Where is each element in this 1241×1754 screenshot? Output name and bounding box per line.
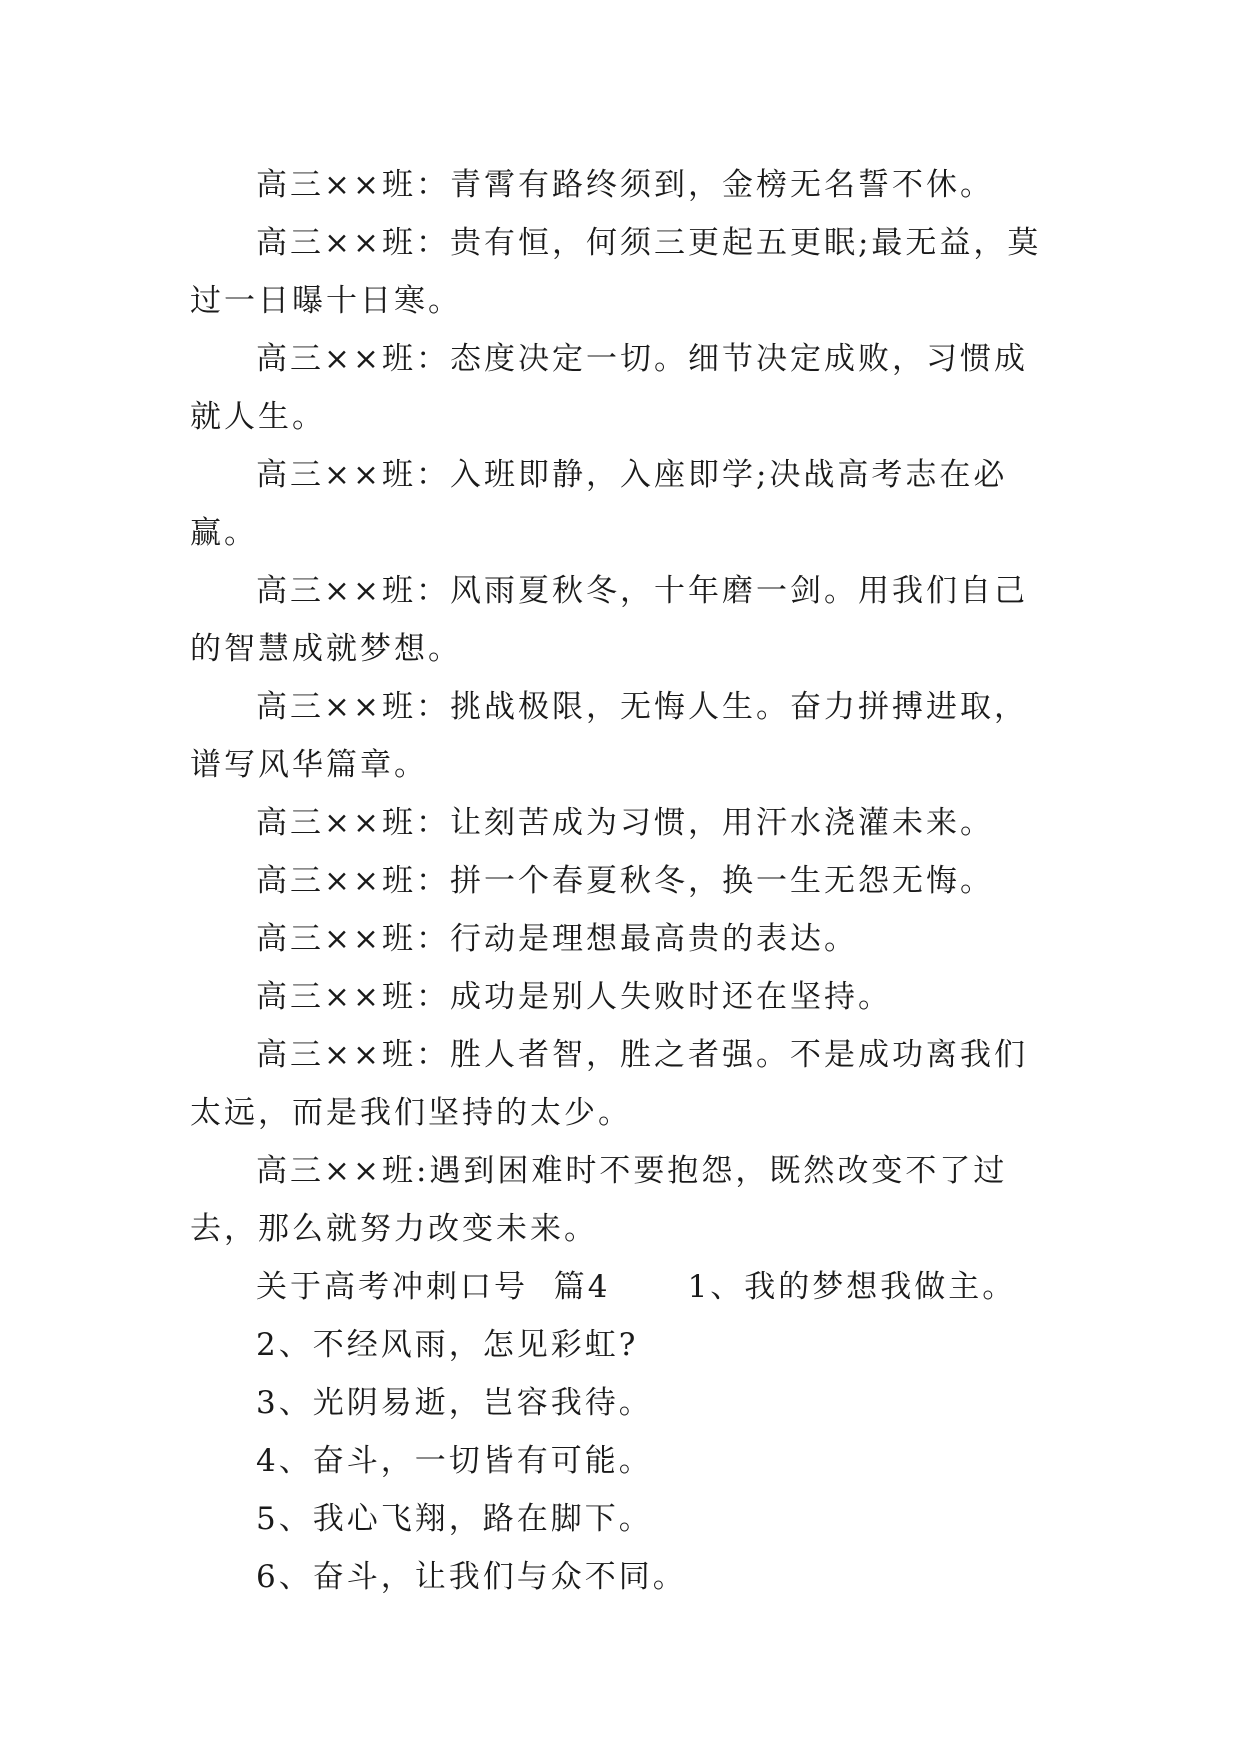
list-item: 1、我的梦想我做主。 — [687, 1269, 1017, 1305]
paragraph: 高三××班：青霄有路终须到，金榜无名誓不休。 — [256, 167, 994, 203]
paragraph: 高三××班：挑战极限，无悔人生。奋力拼搏进取，谱写风华篇章。 — [190, 689, 1028, 783]
paragraph: 高三××班：拼一个春夏秋冬，换一生无怨无悔。 — [256, 863, 994, 899]
section-heading: 关于高考冲刺口号 篇4 — [256, 1269, 611, 1305]
paragraph: 高三××班：风雨夏秋冬，十年磨一剑。用我们自己的智慧成就梦想。 — [190, 573, 1028, 667]
paragraph: 高三××班：贵有恒，何须三更起五更眠;最无益，莫过一日曝十日寒。 — [190, 225, 1042, 319]
list-item: 4、奋斗，一切皆有可能。 — [256, 1443, 653, 1479]
paragraph: 高三××班：态度决定一切。细节决定成败，习惯成就人生。 — [190, 341, 1028, 435]
paragraph: 高三××班:遇到困难时不要抱怨，既然改变不了过去，那么就努力改变未来。 — [190, 1153, 1008, 1247]
paragraph: 高三××班：成功是别人失败时还在坚持。 — [256, 979, 892, 1015]
list-item: 3、光阴易逝，岂容我待。 — [256, 1385, 653, 1421]
paragraph: 高三××班：入班即静，入座即学;决战高考志在必赢。 — [190, 457, 1008, 551]
paragraph: 高三××班：胜人者智，胜之者强。不是成功离我们太远，而是我们坚持的太少。 — [190, 1037, 1028, 1131]
section-heading-line — [190, 1258, 1050, 1316]
list-item: 6、奋斗，让我们与众不同。 — [256, 1559, 687, 1595]
document-body — [190, 156, 1050, 1606]
paragraph: 高三××班：行动是理想最高贵的表达。 — [256, 921, 858, 957]
list-item: 5、我心飞翔，路在脚下。 — [256, 1501, 653, 1537]
list-item: 2、不经风雨，怎见彩虹? — [256, 1327, 639, 1363]
paragraph: 高三××班：让刻苦成为习惯，用汗水浇灌未来。 — [256, 805, 994, 841]
